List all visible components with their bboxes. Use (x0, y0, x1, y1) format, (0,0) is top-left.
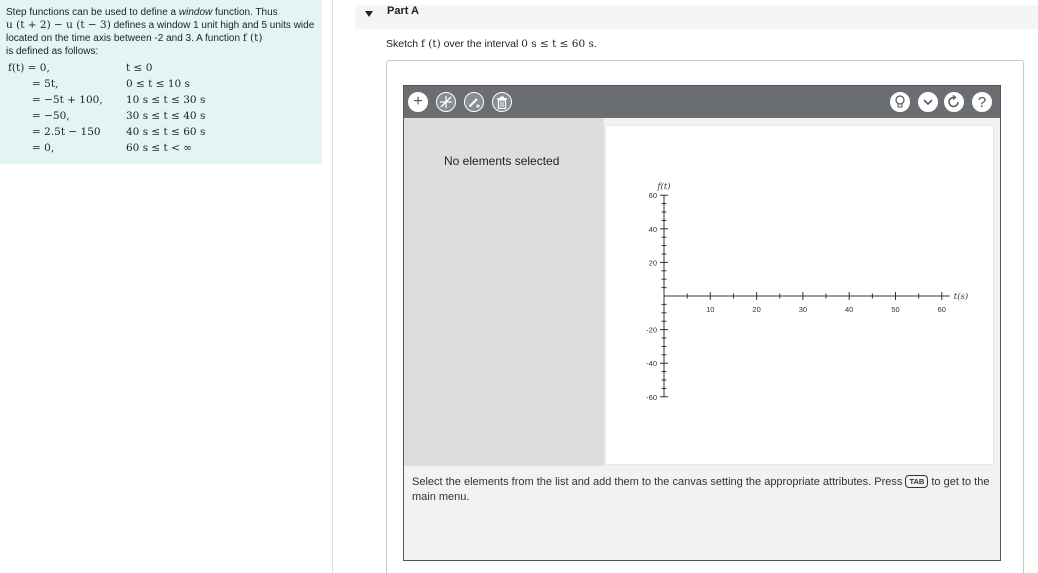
x-tick-label: 10 (706, 305, 715, 314)
y-tick-label: -60 (646, 392, 657, 402)
x-tick-label: 50 (891, 305, 900, 314)
piece-expression: f(t) = 0, (8, 61, 50, 74)
dropdown-button[interactable] (918, 92, 938, 112)
crossed-axis-icon (439, 95, 453, 109)
instructions-text: Select the elements from the list and add them to the canvas setting the appropriate attributes. Press (412, 476, 906, 488)
delete-element-button[interactable] (492, 92, 512, 112)
reset-icon (947, 95, 961, 109)
lightbulb-icon (894, 95, 906, 109)
part-header[interactable] (355, 5, 1038, 29)
part-prompt (386, 38, 597, 50)
graph-svg[interactable] (606, 126, 993, 464)
piece-condition: 10 s ≤ t ≤ 30 s (126, 93, 206, 106)
add-element-button[interactable] (408, 92, 428, 112)
tab-key-badge: TAB (905, 475, 928, 488)
piece-condition: 30 s ≤ t ≤ 40 s (126, 109, 206, 122)
elements-sidebar (404, 118, 604, 466)
piece-expression: = −5t + 100, (32, 93, 103, 106)
piece-row (6, 124, 316, 140)
question-icon: ? (977, 93, 987, 111)
piece-row (6, 140, 316, 156)
piece-expression: = 0, (32, 141, 55, 154)
instructions (412, 475, 997, 505)
x-tick-label: 60 (937, 305, 946, 314)
panel-divider (332, 0, 333, 573)
plus-icon: + (413, 93, 423, 110)
piece-condition: 40 s ≤ t ≤ 60 s (126, 125, 206, 138)
caret-down-icon[interactable] (365, 11, 373, 17)
x-tick-label: 40 (845, 305, 854, 314)
chevron-down-icon (923, 98, 933, 106)
problem-panel (0, 0, 322, 164)
sketch-toolbar (404, 86, 1000, 118)
intro-text-end: function. Thus (212, 7, 278, 18)
definition-lead: is defined as follows: (6, 46, 99, 57)
reset-button[interactable] (944, 92, 964, 112)
prompt-interval: 0 s ≤ t ≤ 60 s (521, 38, 594, 50)
prompt-function: f (t) (421, 38, 441, 50)
function-symbol: f (t) (242, 32, 263, 44)
piece-condition: 0 ≤ t ≤ 10 s (126, 77, 190, 90)
x-tick-label: 30 (798, 305, 808, 314)
y-tick-label: 60 (648, 191, 657, 201)
help-button[interactable] (972, 92, 992, 112)
piece-expression: = 5t, (32, 77, 59, 90)
no-element-button[interactable] (436, 92, 456, 112)
part-title: Part A (387, 5, 419, 17)
y-tick-label: 20 (648, 258, 657, 268)
sketch-tool (403, 85, 1001, 561)
hint-button[interactable] (890, 92, 910, 112)
piecewise-definition (6, 60, 316, 156)
piece-row (6, 92, 316, 108)
problem-intro (6, 6, 316, 58)
piece-condition: 60 s ≤ t < ∞ (126, 141, 192, 154)
piece-condition: t ≤ 0 (126, 61, 153, 74)
window-description: defines a window 1 unit high and 5 units wide located on the time axis between -2 and 3. A function (6, 20, 315, 44)
y-tick-label: 40 (648, 224, 657, 234)
y-tick-label: -40 (646, 359, 657, 369)
y-tick-label: -20 (646, 325, 657, 335)
trash-icon (496, 96, 508, 109)
piece-expression: = −50, (32, 109, 70, 122)
y-axis-label: f(t) (657, 182, 671, 193)
piece-row (6, 76, 316, 92)
edit-element-button[interactable] (464, 92, 484, 112)
piece-expression: = 2.5t − 150 (32, 125, 101, 138)
prompt-text-mid: over the interval (440, 38, 522, 50)
prompt-text: Sketch (386, 38, 422, 50)
selection-status: No elements selected (444, 154, 560, 168)
prompt-end: . (593, 38, 597, 50)
piece-row (6, 60, 316, 76)
x-axis-label: t(s) (953, 292, 969, 302)
window-expression: u (t + 2) − u (t − 3) (6, 19, 111, 31)
x-tick-label: 20 (752, 305, 761, 314)
intro-text: Step functions can be used to define a (6, 7, 179, 18)
pencil-plus-icon (467, 95, 481, 109)
graph-canvas[interactable] (606, 126, 993, 464)
intro-emphasis: window (178, 7, 213, 18)
piece-row (6, 108, 316, 124)
instructions-text-end: to get to the main menu. (412, 476, 990, 503)
